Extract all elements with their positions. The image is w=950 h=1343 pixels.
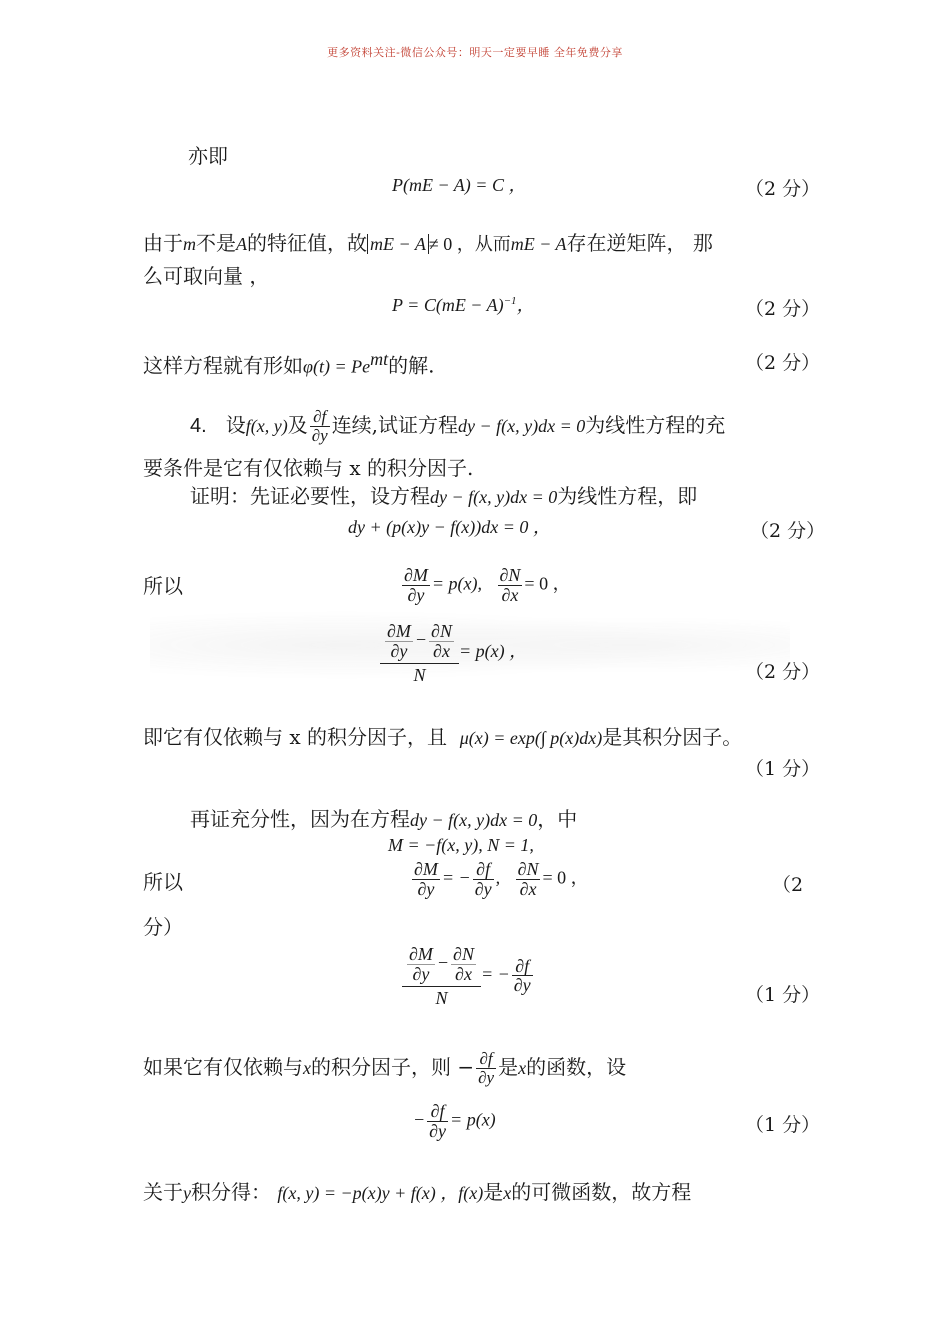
equation-9: $\frac{\partial M}{\partial y}$ − $\frac{\partial N}{\partial x}$ N = − $\frac{\partial f}{\partial y}$: [402, 945, 535, 1007]
score-8: （1 分）: [745, 984, 821, 1006]
equation-10: − $\frac{\partial f}{\partial y}$ = p(x): [413, 1101, 496, 1141]
score-4: （2 分）: [750, 520, 826, 542]
score-7-part-1: （2: [772, 874, 804, 896]
text-vector: 么可取向量 ，: [143, 264, 270, 288]
score-3: （2 分）: [745, 352, 821, 374]
score-1: （2 分）: [745, 178, 821, 200]
text-suoyi-2: 所以: [143, 870, 183, 894]
score-2: （2 分）: [745, 298, 821, 320]
equation-4: $\frac{\partial M}{\partial y}$ = p(x), $\frac{\partial N}{\partial x}$ = 0 ，: [404, 565, 571, 605]
equation-2: P = C(mE − A)$^{-1}$，: [392, 295, 535, 315]
equation-7: M = −f(x, y), N = 1,: [388, 835, 534, 855]
equation-5: $\frac{\partial M}{\partial y}$ − $\frac{\partial N}{\partial x}$ N = p(x) ，: [380, 622, 527, 684]
question-4-line-2: 要条件是它有仅依赖与 x 的积分因子.: [143, 456, 474, 480]
score-7-part-2: 分）: [143, 915, 183, 939]
text-integrate-y: 关于y积分得： f(x, y) = −p(x)y + f(x) ，f(x)是x的可微函数，故方程: [143, 1180, 692, 1204]
score-6: （1 分）: [745, 758, 821, 780]
question-4: 4. 设f(x, y)及 $\frac{\partial f}{\partial y}$ 连续,试证方程dy − f(x, y)dx = 0为线性方程的充: [190, 407, 726, 445]
proof-sufficiency: 再证充分性，因为在方程dy − f(x, y)dx = 0，中: [190, 807, 578, 831]
text-if-integrating-factor: 如果它有仅依赖与x的积分因子，则 − $\frac{\partial f}{\partial y}$ 是x的函数，设: [143, 1049, 627, 1087]
score-5: （2 分）: [745, 661, 821, 683]
proof-necessity: 证明：先证必要性，设方程dy − f(x, y)dx = 0为线性方程，即: [190, 484, 698, 508]
watermark-header: 更多资料关注-微信公众号：明天一定要早睡 全年免费分享: [327, 46, 623, 59]
partial-f-partial-y: $\frac{\partial f}{\partial y}$: [311, 407, 328, 445]
text-suoyi-1: 所以: [143, 574, 183, 598]
text-integrating-factor: 即它有仅依赖与 x 的积分因子，且 μ(x) = exp(∫ p(x)dx)是其积分因子。: [143, 725, 743, 749]
text-yiji: 亦即: [188, 144, 228, 168]
score-9: （1 分）: [745, 1114, 821, 1136]
equation-8: $\frac{\partial M}{\partial y}$ = − $\frac{\partial f}{\partial y}$ , $\frac{\partial N}{\partial x}$ = 0 ，: [414, 859, 589, 899]
equation-1: P(mE − A) = C ，: [392, 175, 527, 195]
text-solution-form: 这样方程就有形如$\varphi(t) = Pe^{mt}$的解.: [143, 349, 435, 378]
paragraph-eigenvalue: 由于m不是A的特征值，故 mE − A ≠ 0 ，从而mE − A存在逆矩阵， 那: [143, 231, 713, 255]
equation-3: dy + (p(x)y − f(x))dx = 0 ，: [348, 517, 551, 537]
